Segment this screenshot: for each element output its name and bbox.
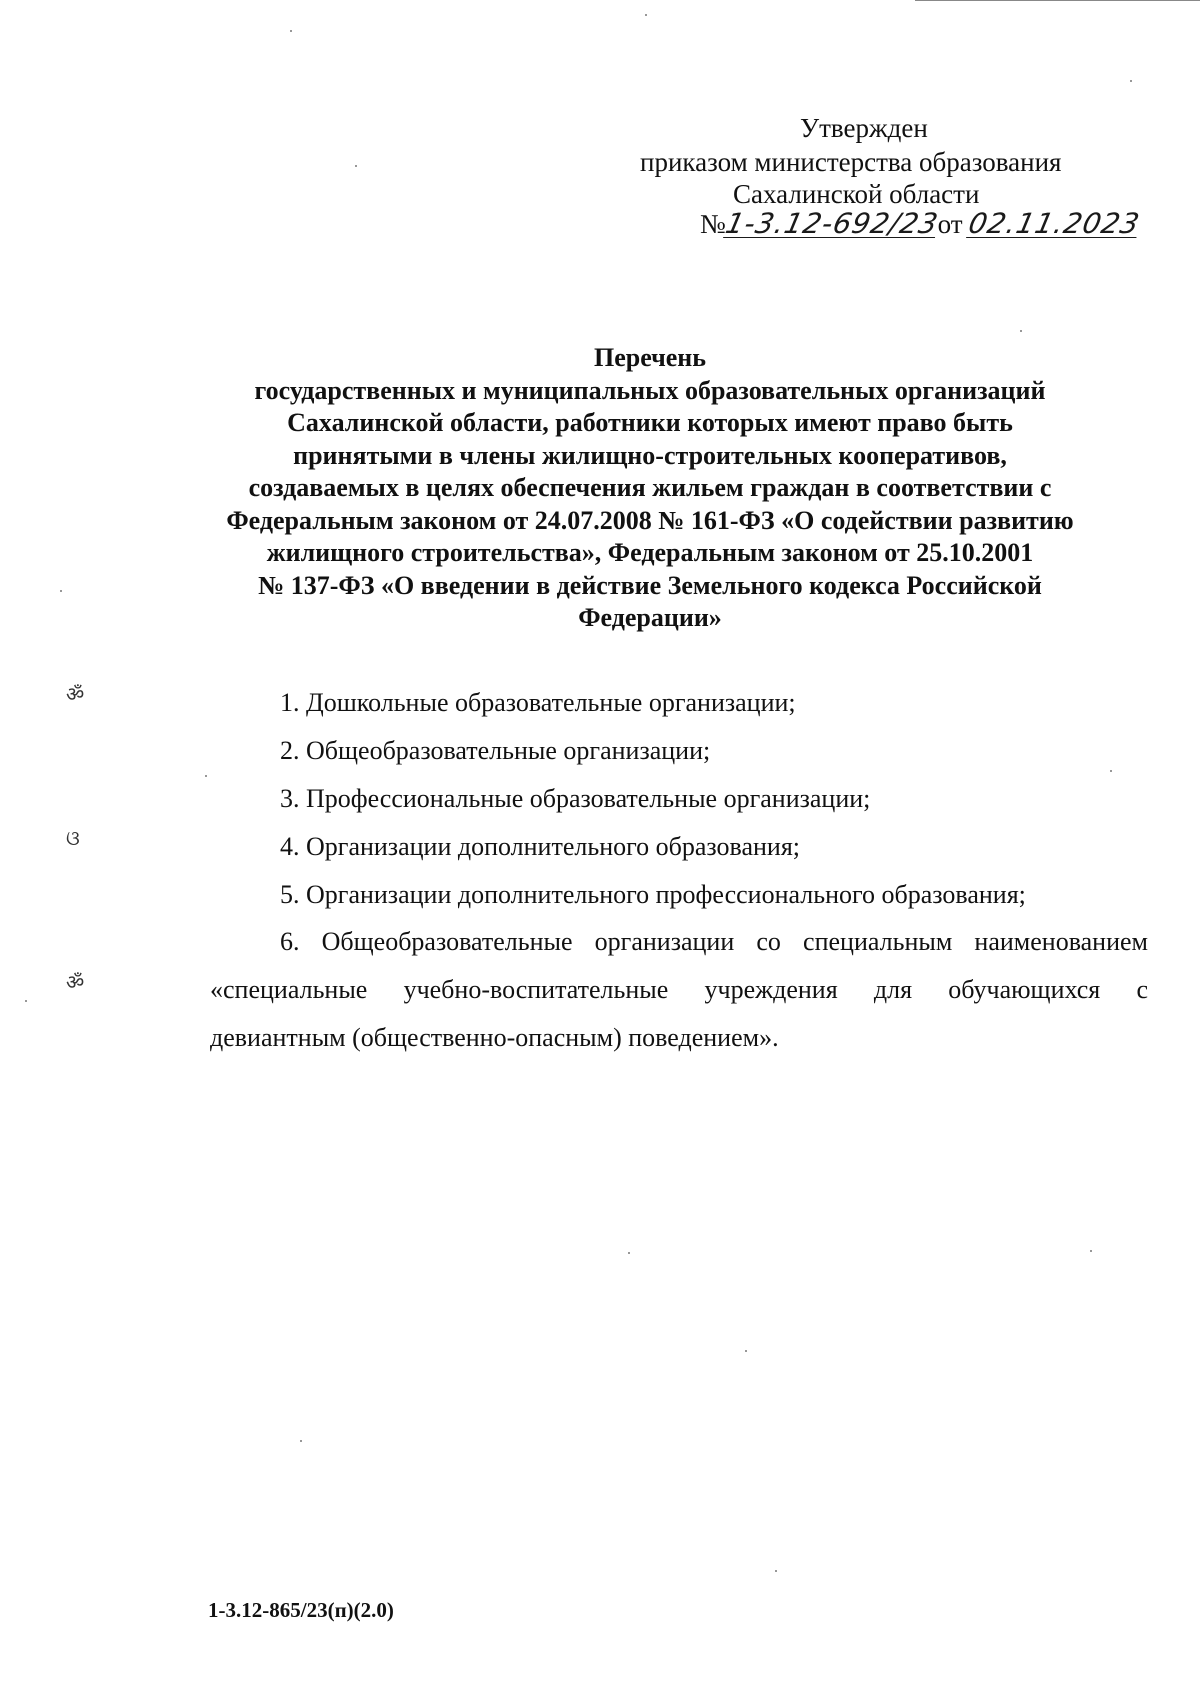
list-item-line: «специальные учебно-воспитательные учреждения для обучающихся с bbox=[210, 975, 1148, 1004]
scan-edge-line bbox=[915, 0, 1200, 1]
order-date-handwritten: 02.11.2023 bbox=[965, 207, 1144, 240]
title-line: государственных и муниципальных образовательных организаций bbox=[254, 375, 1046, 405]
title-line: жилищного строительства», Федеральным законом от 25.10.2001 bbox=[266, 538, 1034, 567]
title-heading: Перечень bbox=[593, 343, 707, 372]
list-item bbox=[210, 918, 1148, 1062]
date-prefix: от bbox=[937, 209, 963, 239]
scan-speck bbox=[25, 1000, 27, 1002]
number-sign: № bbox=[700, 209, 726, 239]
scan-speck bbox=[1020, 330, 1022, 332]
punch-hole-icon: ଓ bbox=[66, 826, 80, 850]
scan-speck bbox=[745, 1350, 747, 1352]
list-item: 5. Организации дополнительного профессионального образования; bbox=[280, 880, 1026, 909]
order-number-handwritten: 1-3.12-692/23 bbox=[722, 207, 942, 240]
scan-speck bbox=[628, 1252, 630, 1254]
scan-speck bbox=[645, 14, 647, 16]
approval-order-authority: приказом министерства образования bbox=[640, 147, 1062, 177]
title-line: создаваемых в целях обеспечения жильем граждан в соответствии с bbox=[248, 473, 1052, 502]
scan-speck bbox=[60, 590, 62, 592]
document-title bbox=[150, 342, 1150, 635]
title-line: Сахалинской области, работники которых имеют право быть bbox=[287, 408, 1013, 437]
title-line: принятыми в члены жилищно-строительных кооперативов, bbox=[293, 440, 1007, 470]
title-line: № 137-ФЗ «О введении в действие Земельного кодекса Российской bbox=[258, 570, 1042, 600]
scan-speck bbox=[290, 30, 292, 32]
scan-speck bbox=[1130, 80, 1132, 82]
list-item: 2. Общеобразовательные организации; bbox=[280, 736, 711, 765]
scan-speck bbox=[355, 165, 357, 167]
scan-speck bbox=[205, 775, 207, 777]
punch-hole-icon: ॐ bbox=[66, 970, 85, 994]
punch-hole-icon: ॐ bbox=[66, 682, 85, 706]
document-code: 1-3.12-865/23(п)(2.0) bbox=[208, 1598, 394, 1622]
scan-speck bbox=[300, 1440, 302, 1442]
title-line: Федеральным законом от 24.07.2008 № 161-ФЗ «О содействии развитию bbox=[226, 505, 1074, 535]
scan-speck bbox=[1090, 1250, 1092, 1252]
approval-number-date bbox=[700, 207, 1144, 240]
list-item: 1. Дошкольные образовательные организации; bbox=[280, 688, 796, 717]
list-item: 3. Профессиональные образовательные организации; bbox=[280, 784, 871, 813]
scan-speck bbox=[1110, 770, 1112, 772]
list-item: 4. Организации дополнительного образования; bbox=[280, 832, 800, 861]
title-line: Федерации» bbox=[578, 603, 722, 632]
list-item-line: 6. Общеобразовательные организации со специальным наименованием bbox=[280, 927, 1148, 956]
approval-region: Сахалинской области bbox=[733, 179, 980, 209]
approval-status: Утвержден bbox=[800, 113, 928, 143]
scan-speck bbox=[775, 1570, 777, 1572]
list-item-line: девиантным (общественно-опасным) поведением». bbox=[210, 1023, 779, 1052]
